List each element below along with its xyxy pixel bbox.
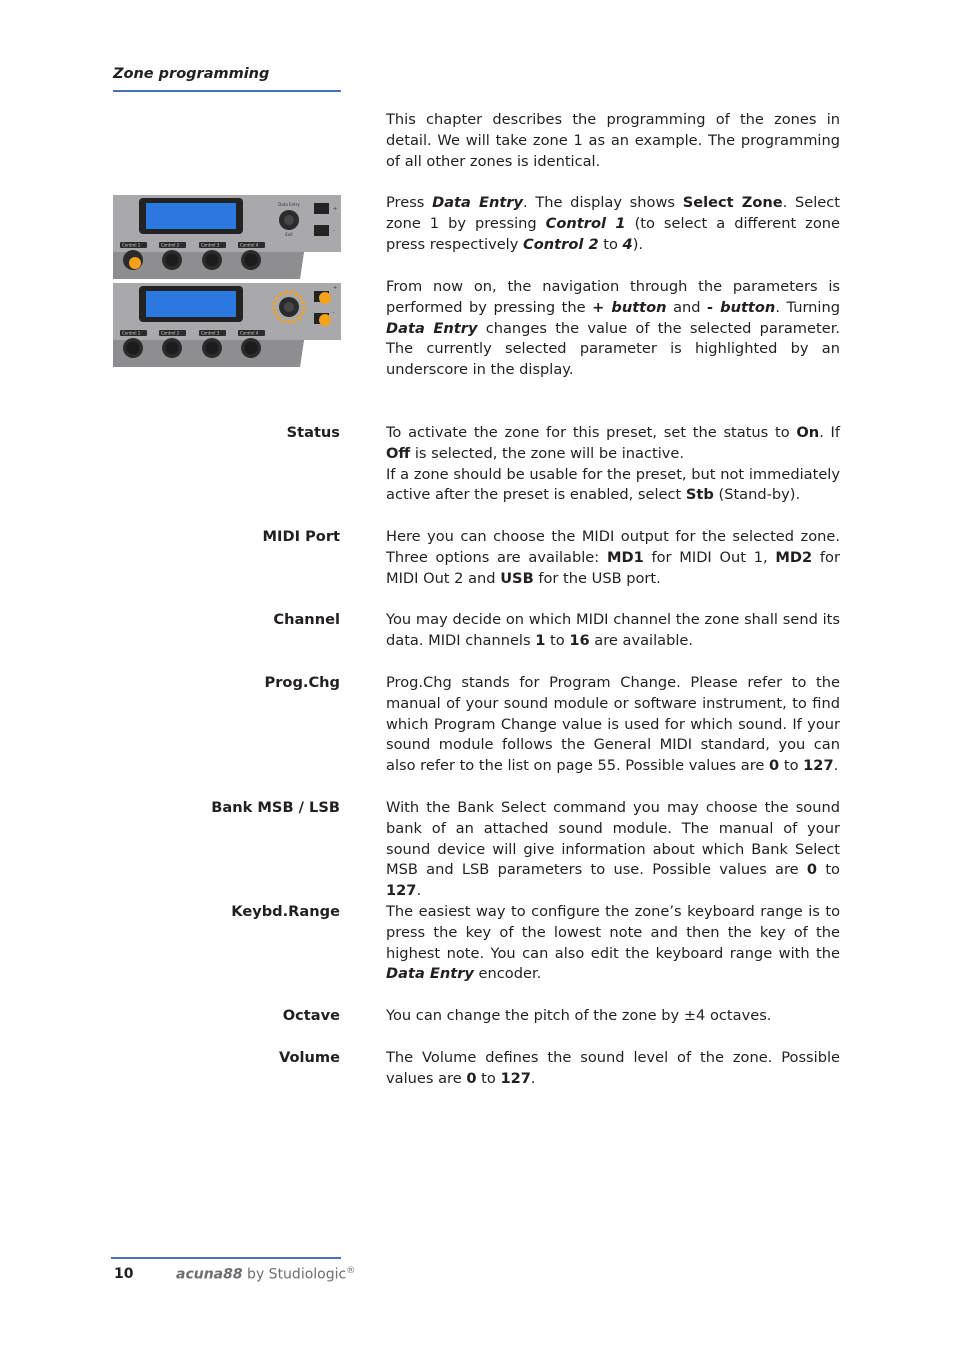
svg-text:Control 2: Control 2 [161, 242, 180, 248]
param-text-octave: You can change the pitch of the zone by ±4 octaves. [386, 1007, 772, 1024]
minus-label: - [333, 228, 335, 234]
intro-paragraph-2: Press Data Entry. The display shows Select Zone. Select zone 1 by pressing Control 1 (to select a different zone press respectively Control 2 to 4). [386, 194, 840, 253]
svg-text:Control 1: Control 1 [122, 242, 141, 248]
lcd-display [146, 203, 236, 229]
param-text-keybd-range: The easiest way to configure the zone’s keyboard range is to press the key of the lowest note and then the key of the highest note. You can also edit the keyboard range with the Data Entry encoder. [386, 903, 840, 983]
control-1-highlight [129, 257, 141, 269]
svg-text:Control 1: Control 1 [122, 330, 141, 336]
param-label-octave: Octave [282, 1007, 340, 1024]
plus-label: + [333, 206, 338, 212]
header-rule [113, 90, 341, 92]
minus-button [314, 225, 329, 236]
intro-paragraph-1: This chapter describes the programming of the zones in detail. We will take zone 1 as an example. The programming of all other zones is identical. [386, 111, 840, 170]
minus-label: - [333, 310, 335, 316]
param-label-midi-port: MIDI Port [262, 528, 340, 545]
intro-paragraph-3: From now on, the navigation through the parameters is performed by pressing the + button and - button. Turning Data Entry changes the value of the selected parameter. The currently selected parameter is highlighted by an underscore in the display. [386, 278, 841, 379]
param-text-channel: You may decide on which MIDI channel the zone shall send its data. MIDI channels 1 to 16 are available. [386, 611, 840, 649]
param-label-status: Status [286, 424, 340, 441]
section-title: Zone programming [113, 66, 270, 82]
lcd-display [146, 291, 236, 317]
knob-label: Data Entry [278, 202, 300, 207]
control-panel-illustration-navigate [113, 283, 341, 367]
svg-text:Control 4: Control 4 [240, 330, 259, 336]
param-text-bank-msb-lsb: With the Bank Select command you may choose the sound bank of an attached sound module. The manual of your sound device will give information about which Bank Select MSB and LSB parameters to use. Possible values are 0 to 127. [386, 799, 840, 900]
minus-highlight [319, 314, 331, 326]
svg-text:Control 3: Control 3 [201, 330, 220, 336]
param-text-midi-port: Here you can choose the MIDI output for the selected zone. Three options are available: MD1 for MIDI Out 1, MD2 for MIDI Out 2 and USB for the USB port. [386, 528, 840, 587]
param-label-bank-msb-lsb: Bank MSB / LSB [211, 799, 340, 816]
svg-text:Control 4: Control 4 [240, 242, 259, 248]
svg-text:Control 3: Control 3 [201, 242, 220, 248]
footer-brand: acuna88 by Studiologic® [176, 1266, 356, 1283]
footer-rule [111, 1257, 341, 1259]
plus-label: + [333, 285, 338, 291]
param-label-channel: Channel [273, 611, 340, 628]
plus-button [314, 203, 329, 214]
param-label-volume: Volume [278, 1049, 340, 1066]
param-label-keybd-range: Keybd.Range [231, 903, 340, 920]
exit-label: Exit [285, 232, 293, 237]
param-text-prog-chg: Prog.Chg stands for Program Change. Please refer to the manual of your sound module or software instrument, to find which Program Change value is used for which sound. If your sound module follows the General MIDI standard, you can also refer to the list on page 55. Possible values are 0 to 127. [386, 674, 840, 775]
page-number: 10 [114, 1266, 134, 1282]
plus-highlight [319, 292, 331, 304]
control-panel-illustration-select [113, 195, 341, 279]
param-text-status: To activate the zone for this preset, set the status to On. If Off is selected, the zone will be inactive. If a zone should be usable for the preset, but not immediately active after the preset is enabled, select Stb (Stand-by). [386, 424, 840, 504]
param-text-volume: The Volume defines the sound level of the zone. Possible values are 0 to 127. [386, 1049, 840, 1087]
svg-text:Control 2: Control 2 [161, 330, 180, 336]
param-label-prog-chg: Prog.Chg [264, 674, 340, 691]
